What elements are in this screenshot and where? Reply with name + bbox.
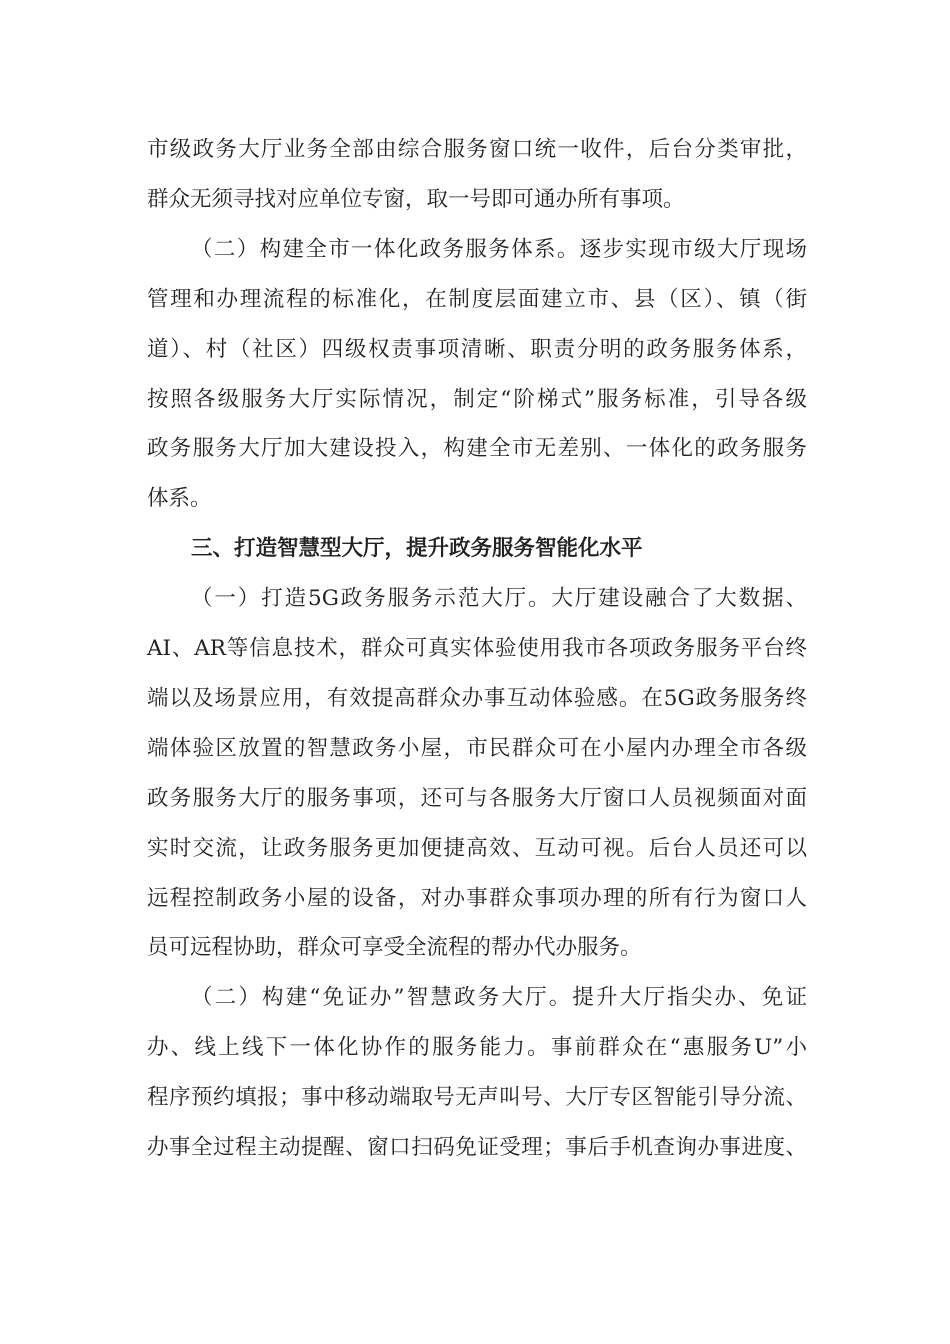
paragraph-line: （一）打造5G政务服务示范大厅。大厅建设融合了大数据、 [191,586,807,612]
paragraph-line: 群众无须寻找对应单位专窗，取一号即可通办所有事项。 [147,186,685,212]
paragraph-line: 员可远程协助，群众可享受全流程的帮办代办服务。 [147,935,642,961]
paragraph-line: （二）构建全市一体化政务服务体系。逐步实现市级大厅现场 [191,236,807,262]
paragraph-line: 程序预约填报；事中移动端取号无声叫号、大厅专区智能引导分流、 [147,1085,807,1111]
paragraph-line: （二）构建“免证办”智慧政务大厅。提升大厅指尖办、免证 [191,985,807,1011]
paragraph-line: 市级政务大厅业务全部由综合服务窗口统一收件，后台分类审批， [147,137,807,162]
paragraph-line: 管理和办理流程的标准化，在制度层面建立市、县（区）、镇（街 [147,286,807,312]
paragraph-line: 办、线上线下一体化协作的服务能力。事前群众在“惠服务U”小 [147,1035,807,1061]
paragraph-line: 端以及场景应用，有效提高群众办事互动体验感。在5G政务服务终 [147,685,807,711]
paragraph-line: 按照各级服务大厅实际情况，制定“阶梯式”服务标准，引导各级 [147,386,807,412]
paragraph-line: 政务服务大厅加大建设投入，构建全市无差别、一体化的政务服务 [147,436,807,462]
paragraph-line: 实时交流，让政务服务更加便捷高效、互动可视。后台人员还可以 [147,835,807,861]
paragraph-line: 体系。 [147,486,212,512]
paragraph-line: 政务服务大厅的服务事项，还可与各服务大厅窗口人员视频面对面 [147,785,807,811]
section-heading: 三、打造智慧型大厅，提升政务服务智能化水平 [191,536,643,562]
paragraph-line: 远程控制政务小屋的设备，对办事群众事项办理的所有行为窗口人 [147,885,807,911]
paragraph-line: 道）、村（社区）四级权责事项清晰、职责分明的政务服务体系， [147,336,807,362]
paragraph-line: 办事全过程主动提醒、窗口扫码免证受理；事后手机查询办事进度、 [147,1135,807,1160]
paragraph-line: 端体验区放置的智慧政务小屋，市民群众可在小屋内办理全市各级 [147,735,807,761]
paragraph-line: AI、AR等信息技术，群众可真实体验使用我市各项政务服务平台终 [147,636,807,661]
